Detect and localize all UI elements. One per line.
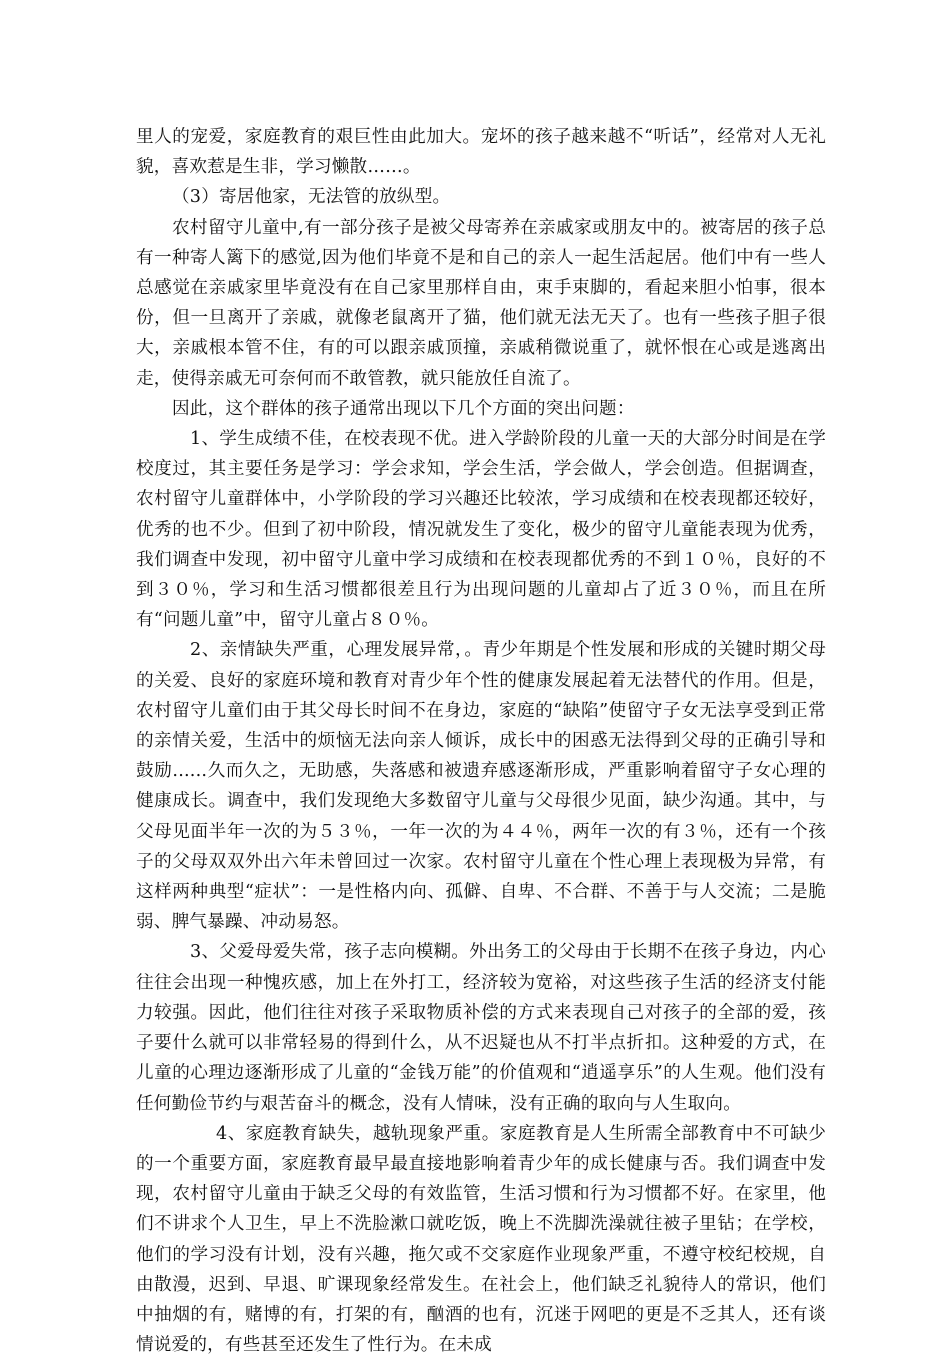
document-page	[136, 122, 826, 1360]
paragraph-boarding: 农村留守儿童中,有一部分孩子是被父母寄养在亲戚家或朋友中的。被寄居的孩子总有一种寄人篱下的感觉,因为他们毕竟不是和自己的亲人一起生活起居。他们中有一些人总感觉在亲戚家里毕竟没有在自己家里那样自由，束手束脚的，看起来胆小怕事，很本份，但一旦离开了亲戚，就像老鼠离开了猫，他们就无法无天了。也有一些孩子胆子很大，亲戚根本管不住，有的可以跟亲戚顶撞，亲戚稍微说重了，就怀恨在心或是逃离出走，使得亲戚无可奈何而不敢管教，就只能放任自流了。	[136, 217, 826, 389]
paragraph-point-2: 2、亲情缺失严重，心理发展异常，。青少年期是个性发展和形成的关键时期父母的关爱、良好的家庭环境和教育对青少年个性的健康发展起着无法替代的作用。但是，农村留守儿童们由于其父母长时间不在身边，家庭的“缺陷”使留守子女无法享受到正常的亲情关爱，生活中的烦恼无法向亲人倾诉，成长中的困惑无法得到父母的正确引导和鼓励......久而久之，无助感，失落感和被遗弃感逐渐形成，严重影响着留守子女心理的健康成长。调查中，我们发现绝大多数留守儿童与父母很少见面，缺少沟通。其中，与父母见面半年一次的为５３％，一年一次的为４４％，两年一次的有３％，还有一个孩子的父母双双外出六年未曾回过一次家。农村留守儿童在个性心理上表现极为异常，有这样两种典型“症状”：一是性格内向、孤僻、自卑、不合群、不善于与人交流；二是脆弱、脾气暴躁、冲动易怒。	[136, 640, 826, 933]
paragraph-point-1: 1、学生成绩不佳，在校表现不优。进入学龄阶段的儿童一天的大部分时间是在学校度过，其主要任务是学习：学会求知，学会生活，学会做人，学会创造。但据调查，农村留守儿童群体中，小学阶段的学习兴趣还比较浓，学习成绩和在校表现都还较好，优秀的也不少。但到了初中阶段，情况就发生了变化，极少的留守儿童能表现为优秀，我们调查中发现，初中留守儿童中学习成绩和在校表现都优秀的不到１０％，良好的不到３０％，学习和生活习惯都很差且行为出现问题的儿童却占了近３０％，而且在所有“问题儿童”中，留守儿童占８０％。	[136, 429, 826, 631]
paragraph-problems-intro: 因此，这个群体的孩子通常出现以下几个方面的突出问题：	[172, 398, 635, 419]
paragraph-continuation: 里人的宠爱，家庭教育的艰巨性由此加大。宠坏的孩子越来越不“听话”，经常对人无礼貌，喜欢惹是生非，学习懒散……。	[136, 127, 826, 178]
paragraph-point-4: 4、家庭教育缺失，越轨现象严重。家庭教育是人生所需全部教育中不可缺少的一个重要方面，家庭教育最早最直接地影响着青少年的成长健康与否。我们调查中发现，农村留守儿童由于缺乏父母的有效监管，生活习惯和行为习惯都不好。在家里，他们不讲求个人卫生，早上不洗脸漱口就吃饭，晚上不洗脚洗澡就往被子里钻；在学校，他们的学习没有计划，没有兴趣，拖欠或不交家庭作业现象严重，不遵守校纪校规，自由散漫，迟到、早退、旷课现象经常发生。在社会上，他们缺乏礼貌待人的常识，他们中抽烟的有，赌博的有，打架的有，酗酒的也有，沉迷于网吧的更是不乏其人，还有谈情说爱的，有些甚至还发生了性行为。在未成	[136, 1123, 826, 1356]
paragraph-point-3: 3、父爱母爱失常，孩子志向模糊。外出务工的父母由于长期不在孩子身边，内心往往会出现一种愧疚感，加上在外打工，经济较为宽裕，对这些孩子生活的经济支付能力较强。因此，他们往往对孩子采取物质补偿的方式来表现自己对孩子的全部的爱，孩子要什么就可以非常轻易的得到什么，从不迟疑也从不打半点折扣。这种爱的方式，在儿童的心理边逐渐形成了儿童的“金钱万能”的价值观和“逍遥享乐”的人生观。他们没有任何勤俭节约与艰苦奋斗的概念，没有人情味，没有正确的取向与人生取向。	[136, 942, 826, 1114]
section-heading-3: （3）寄居他家，无法管的放纵型。	[172, 187, 451, 208]
